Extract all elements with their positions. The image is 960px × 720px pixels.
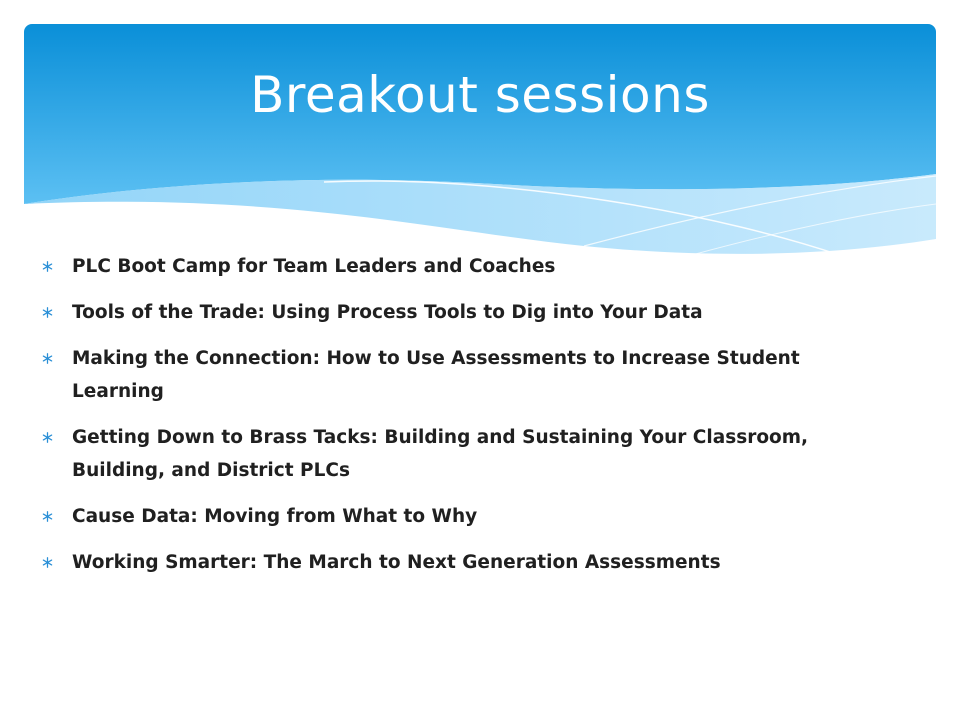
session-list-item [40, 296, 860, 329]
session-list-item [40, 250, 860, 283]
breakout-session-list [40, 250, 860, 592]
session-list-item [40, 546, 860, 579]
asterisk-icon [40, 421, 54, 454]
header-banner [24, 24, 936, 284]
asterisk-icon [40, 296, 54, 329]
session-title: Making the Connection: How to Use Assessments to Increase Student Learning [72, 348, 800, 402]
slide-title: Breakout sessions [250, 66, 710, 124]
session-title: PLC Boot Camp for Team Leaders and Coaches [72, 256, 556, 277]
session-list-item [40, 500, 860, 533]
session-list-item [40, 342, 860, 408]
session-title: Working Smarter: The March to Next Generation Assessments [72, 552, 721, 573]
session-title: Getting Down to Brass Tacks: Building and Sustaining Your Classroom, Building, and District PLCs [72, 427, 809, 481]
session-title: Cause Data: Moving from What to Why [72, 506, 478, 527]
asterisk-icon [40, 546, 54, 579]
session-title: Tools of the Trade: Using Process Tools to Dig into Your Data [72, 302, 703, 323]
session-list-item [40, 421, 860, 487]
asterisk-icon [40, 250, 54, 283]
asterisk-icon [40, 500, 54, 533]
header-wave-graphic [24, 24, 936, 284]
asterisk-icon [40, 342, 54, 375]
